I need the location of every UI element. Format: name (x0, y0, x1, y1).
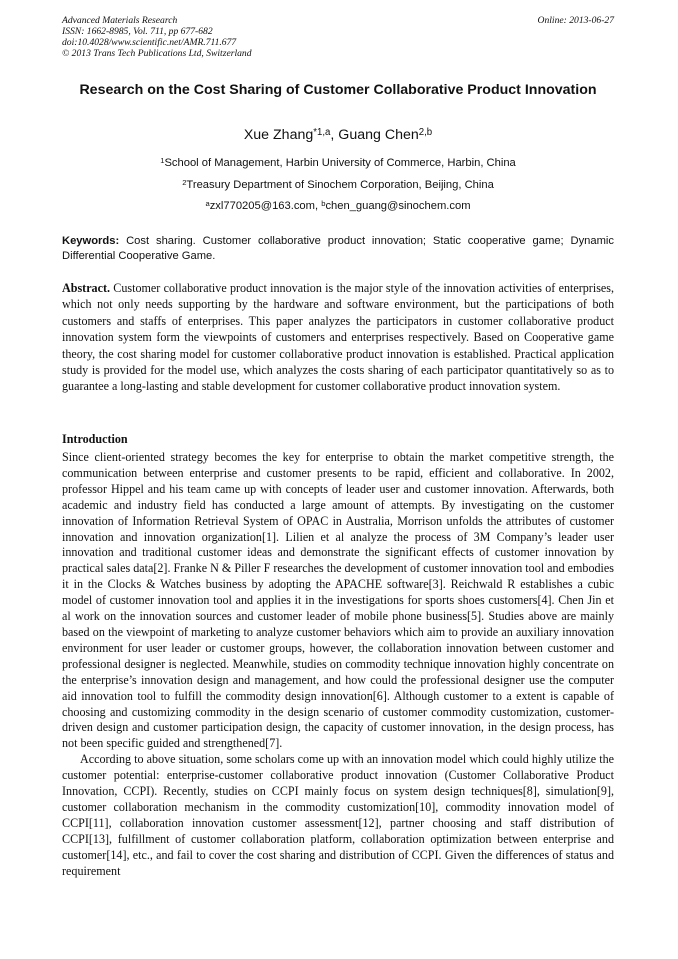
paragraph: Since client-oriented strategy becomes the key for enterprise to obtain the market competitive strength, the communication between enterprise and customer presents to be rapid, efficient and collaborative. In 2002, professor Hippel and his team came up with concepts of leader user and customer innovation. Afterwards, both academic and industry field has conducted a large amount of attempts. By investigating on the customer innovation of Information Retrieval System of OPAC in Australia, Morrison unfolds the attributes of customer innovation and innovation organization[1]. Lilien et al analyze the process of 3M Company’s leader user innovation and traditional customer ideas and demonstrate the significant effects of customer innovation by practical sales data[2]. Franke N & Piller F researches the development of customer innovation tool and embodies it in the Clocks & Watches business by adopting the APACHE software[3]. Reichwald R establishes a cubic model of customer innovation tool and applies it in the investigations for sports shoes customers[4]. Chen Jin et al work on the innovation sources and customer leader of mobile phone business[5]. Studies above are mainly based on the viewpoint of marketing to analyze customer behaviors which aim to provide an auxiliary innovation environment for user leader or customer groups, however, the collaboration innovation between customer and professional designer is neglected. Meanwhile, studies on commodity technique innovation highly concentrate on the enterprise’s innovation design and management, and how could the professional designer use the computer aid innovation tool to fulfill the commodity design innovation[6]. Although customer to a extent is capable of choosing and customizing commodity in the design scenario of customer commodity customization, customer-driven design and customer participation design, the capacity of customer innovation, in the design process, has not been specific guided and strengthened[7]. (62, 450, 614, 751)
keywords-label: Keywords: (62, 235, 120, 247)
abstract-text: Customer collaborative product innovation is the major style of the innovation activities of enterprises, which not only needs supporting by the hardware and software environment, but the participations of both customers and staffs of enterprises. This paper analyzes the participators in customer collaborative product innovation system form the viewpoints of customers and enterprises respectively. Based on Cooperative game theory, the cost sharing model for customer collaborative product innovation is established. Practical application study is provided for the model use, which analyzes the costs sharing of each participator quantitatively so as to guarantee a long-lasting and stable development for customer collaborative product innovation system. (62, 281, 614, 394)
email-separator: , (314, 200, 322, 212)
email-line (62, 199, 614, 213)
affiliation-text: School of Management, Harbin University of Commerce, Harbin, China (164, 157, 516, 169)
keywords-text: Cost sharing. Customer collaborative product innovation; Static cooperative game; Dynamic Differential Cooperative Game. (62, 235, 615, 262)
author-name: Guang Chen (338, 127, 419, 143)
email-mark: a (205, 198, 210, 208)
affiliation-mark: 2 (182, 177, 187, 187)
author-separator: , (330, 127, 339, 143)
affiliation-mark: 1 (160, 155, 165, 165)
section-heading: Introduction (62, 432, 128, 446)
introduction-body (62, 450, 614, 879)
paragraph: According to above situation, some scholars come up with an innovation model which could highly utilize the customer potential: enterprise-customer collaborative product innovation (Customer Collaborative Product Innovation, CCPI). Recently, studies on CCPI mainly focus on system design techniques[8], simulation[9], customer collaboration mechanism in the commodity customization[10], commodity innovation model of CCPI[11], collaboration innovation customer assessment[12], partner choosing and staff distribution of CCPI[13], fulfillment of customer collaboration platform, collaboration optimization between enterprise and customer[14], etc., and fail to cover the cost sharing and distribution of CCPI. Given the differences of status and requirement (62, 752, 614, 878)
affiliation (62, 178, 614, 192)
author-name: Xue Zhang (243, 127, 314, 143)
affiliation (62, 156, 614, 170)
author-line (62, 126, 614, 144)
doi-line: doi:10.4028/www.scientific.net/AMR.711.677 (62, 37, 237, 48)
abstract (62, 280, 614, 395)
issn-line: ISSN: 1662-8985, Vol. 711, pp 677-682 (62, 26, 213, 37)
journal-name: Advanced Materials Research (62, 15, 178, 26)
email-mark: b (321, 198, 326, 208)
email-address: zxl770205@163.com (209, 200, 315, 212)
author-marks: *1,a (313, 126, 331, 138)
online-date: Online: 2013-06-27 (537, 15, 614, 26)
email-address: chen_guang@sinochem.com (325, 200, 471, 212)
paper-title: Research on the Cost Sharing of Customer Collaborative Product Innovation (79, 82, 597, 98)
abstract-label: Abstract. (62, 281, 111, 295)
affiliation-text: Treasury Department of Sinochem Corporation, Beijing, China (186, 179, 494, 191)
journal-info (62, 15, 252, 59)
author-marks: 2,b (418, 126, 433, 138)
keywords (62, 234, 614, 264)
copyright-line: © 2013 Trans Tech Publications Ltd, Switzerland (62, 48, 252, 59)
